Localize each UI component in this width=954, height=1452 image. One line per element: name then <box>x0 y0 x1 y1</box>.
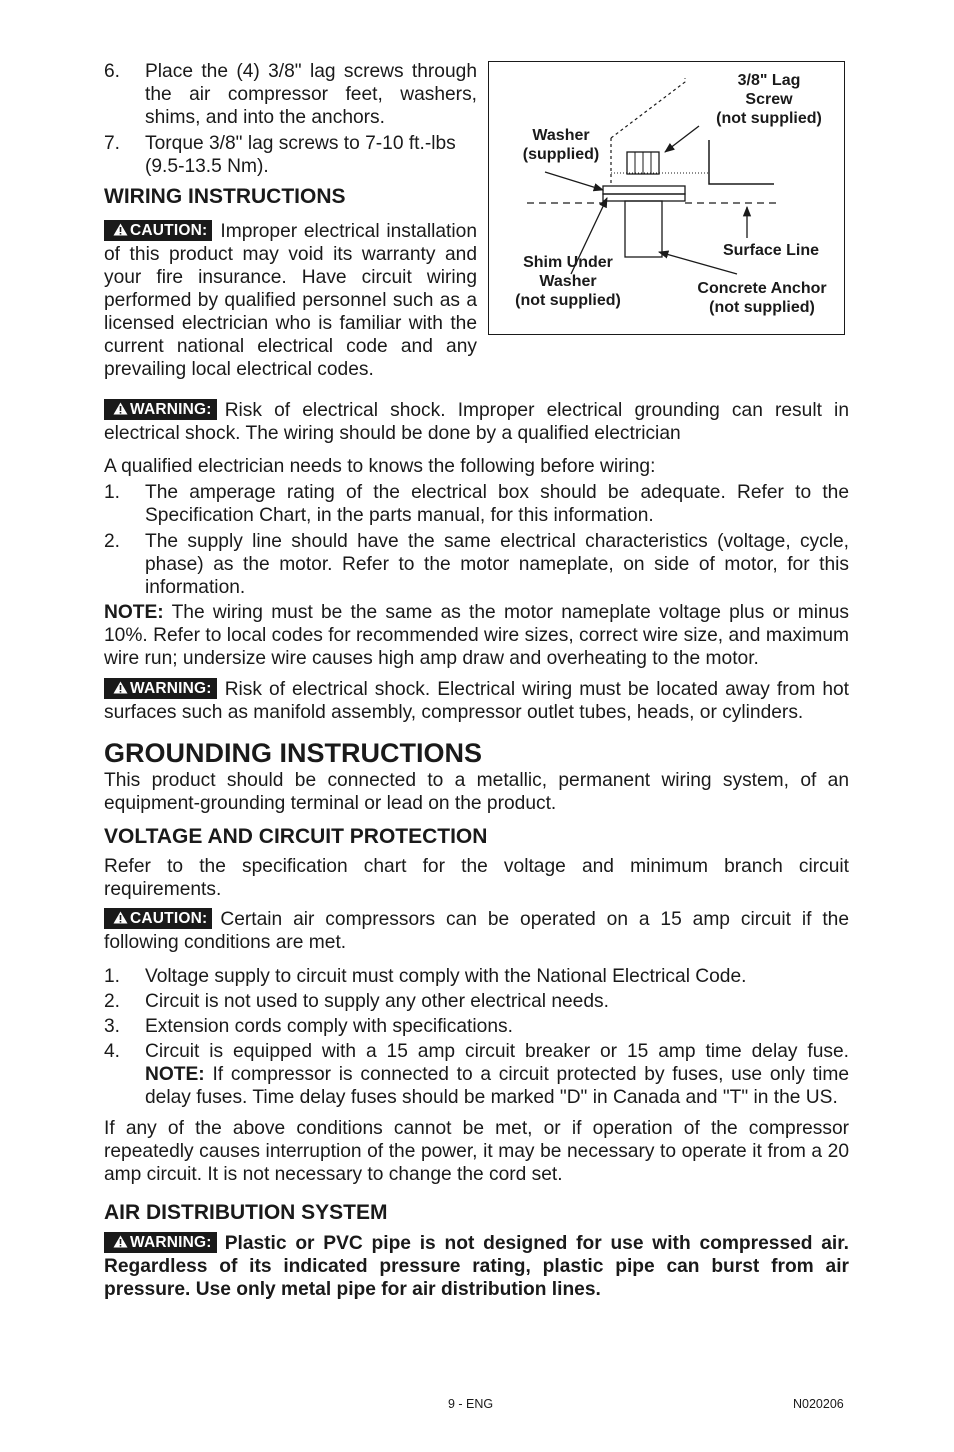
grounding-heading: GROUNDING INSTRUCTIONS <box>104 738 482 768</box>
label-shim: Shim Under Washer (not supplied) <box>515 254 621 309</box>
note-label: NOTE: <box>104 602 164 623</box>
warning-text: Risk of electrical shock. Electrical wiring must be located away from hot surfaces such as manifold assembly, compressor outlet tubes, heads, or cylinders. <box>104 679 849 723</box>
air-warning <box>104 1232 849 1301</box>
warning-badge: WARNING: <box>104 399 217 420</box>
list-item <box>104 60 477 129</box>
voltage-text: Refer to the specification chart for the voltage and minimum branch circuit requirements. <box>104 856 849 900</box>
label-washer: Washer (supplied) <box>522 127 600 163</box>
note-text: The wiring must be the same as the motor nameplate voltage plus or minus 10%. Refer to local codes for recommended wire sizes, correct wire size, and maximum wire run; undersize wire causes high amp draw and overheating to the motor. <box>104 602 849 669</box>
list-item <box>104 481 849 527</box>
caution-text: Improper electrical installation of this product may void its warranty and your fire insurance. Have circuit wiring performed by qualified personnel such as a licensed electrician who is familiar with the current national electrical code and any prevailing local electrical codes. <box>104 221 477 380</box>
list-item <box>104 965 849 988</box>
list-item <box>104 530 849 599</box>
caution-text: Certain air compressors can be operated on a 15 amp circuit if the following conditions are met. <box>104 909 849 953</box>
warning-badge: WARNING: <box>104 678 217 699</box>
wiring-intro: A qualified electrician needs to knows the following before wiring: <box>104 456 656 477</box>
list-item <box>104 1015 849 1038</box>
list-text: Extension cords comply with specifications. <box>145 1016 513 1037</box>
air-heading: AIR DISTRIBUTION SYSTEM <box>104 1201 388 1224</box>
document-code: N020206 <box>793 1397 844 1411</box>
wiring-warning-2 <box>104 678 849 724</box>
list-text: Place the (4) 3/8" lag screws through the air compressor feet, washers, shims, and into the anchors. <box>145 61 477 128</box>
main-content <box>104 399 849 1301</box>
voltage-closing: If any of the above conditions cannot be met, or if operation of the compressor repeatedly causes interruption of the power, it may be necessary to operate it from a 20 amp circuit. It is not necessary to change the cord set. <box>104 1118 849 1185</box>
wiring-note <box>104 601 849 670</box>
list-number: 4. <box>104 1041 121 1062</box>
list-number: 2. <box>104 531 121 552</box>
note-label: NOTE: <box>145 1064 205 1085</box>
page-number: 9 - ENG <box>448 1397 494 1411</box>
label-concrete-anchor: Concrete Anchor (not supplied) <box>697 280 827 316</box>
grounding-text: This product should be connected to a metallic, permanent wiring system, of an equipment-grounding terminal or lead on the product. <box>104 770 849 814</box>
caution-badge: CAUTION: <box>104 220 212 241</box>
wiring-caution <box>104 220 477 381</box>
list-text: Circuit is equipped with a 15 amp circuit breaker or 15 amp time delay fuse. <box>145 1041 849 1062</box>
list-number: 1. <box>104 966 121 987</box>
list-number: 1. <box>104 482 121 503</box>
voltage-caution <box>104 908 849 954</box>
list-text: The supply line should have the same electrical characteristics (voltage, cycle, phase) as the motor. Refer to the motor nameplate, on side of motor, for this information. <box>145 531 849 598</box>
warning-triangle-icon <box>113 911 128 924</box>
warning-text: Plastic or PVC pipe is not designed for use with compressed air. Regardless of its indicated pressure rating, plastic pipe can burst from air pressure. Use only metal pipe for air distribution lines. <box>104 1233 849 1300</box>
steps-top <box>104 60 477 178</box>
note-text: If compressor is connected to a circuit protected by fuses, use only time delay fuses. Time delay fuses should be marked "D" in Canada and "T" in the US. <box>145 1064 849 1108</box>
label-lag-screw: 3/8" Lag Screw (not supplied) <box>716 72 822 127</box>
list-number: 2. <box>104 991 121 1012</box>
warning-triangle-icon <box>113 1235 128 1248</box>
list-text: Circuit is not used to supply any other electrical needs. <box>145 991 609 1012</box>
label-surface-line: Surface Line <box>722 242 820 259</box>
list-text: Torque 3/8" lag screws to 7-10 ft.-lbs (9.5-13.5 Nm). <box>145 133 456 177</box>
list-number: 6. <box>104 61 121 82</box>
anchor-diagram <box>488 61 845 335</box>
warning-triangle-icon <box>113 402 128 415</box>
warning-badge: WARNING: <box>104 1232 217 1253</box>
list-number: 3. <box>104 1016 121 1037</box>
list-item <box>104 1040 849 1109</box>
voltage-heading: VOLTAGE AND CIRCUIT PROTECTION <box>104 825 488 848</box>
list-item <box>104 132 477 178</box>
wiring-warning-1 <box>104 399 849 445</box>
warning-text: Risk of electrical shock. Improper electrical grounding can result in electrical shock. The wiring should be done by a qualified electrician <box>104 400 849 444</box>
list-number: 7. <box>104 133 121 154</box>
wiring-heading: WIRING INSTRUCTIONS <box>104 185 346 208</box>
warning-triangle-icon <box>113 681 128 694</box>
list-text: The amperage rating of the electrical box should be adequate. Refer to the Specification Chart, in the parts manual, for this information. <box>145 482 849 526</box>
warning-triangle-icon <box>113 223 128 236</box>
caution-badge: CAUTION: <box>104 908 212 929</box>
list-text: Voltage supply to circuit must comply with the National Electrical Code. <box>145 966 747 987</box>
list-item <box>104 990 849 1013</box>
